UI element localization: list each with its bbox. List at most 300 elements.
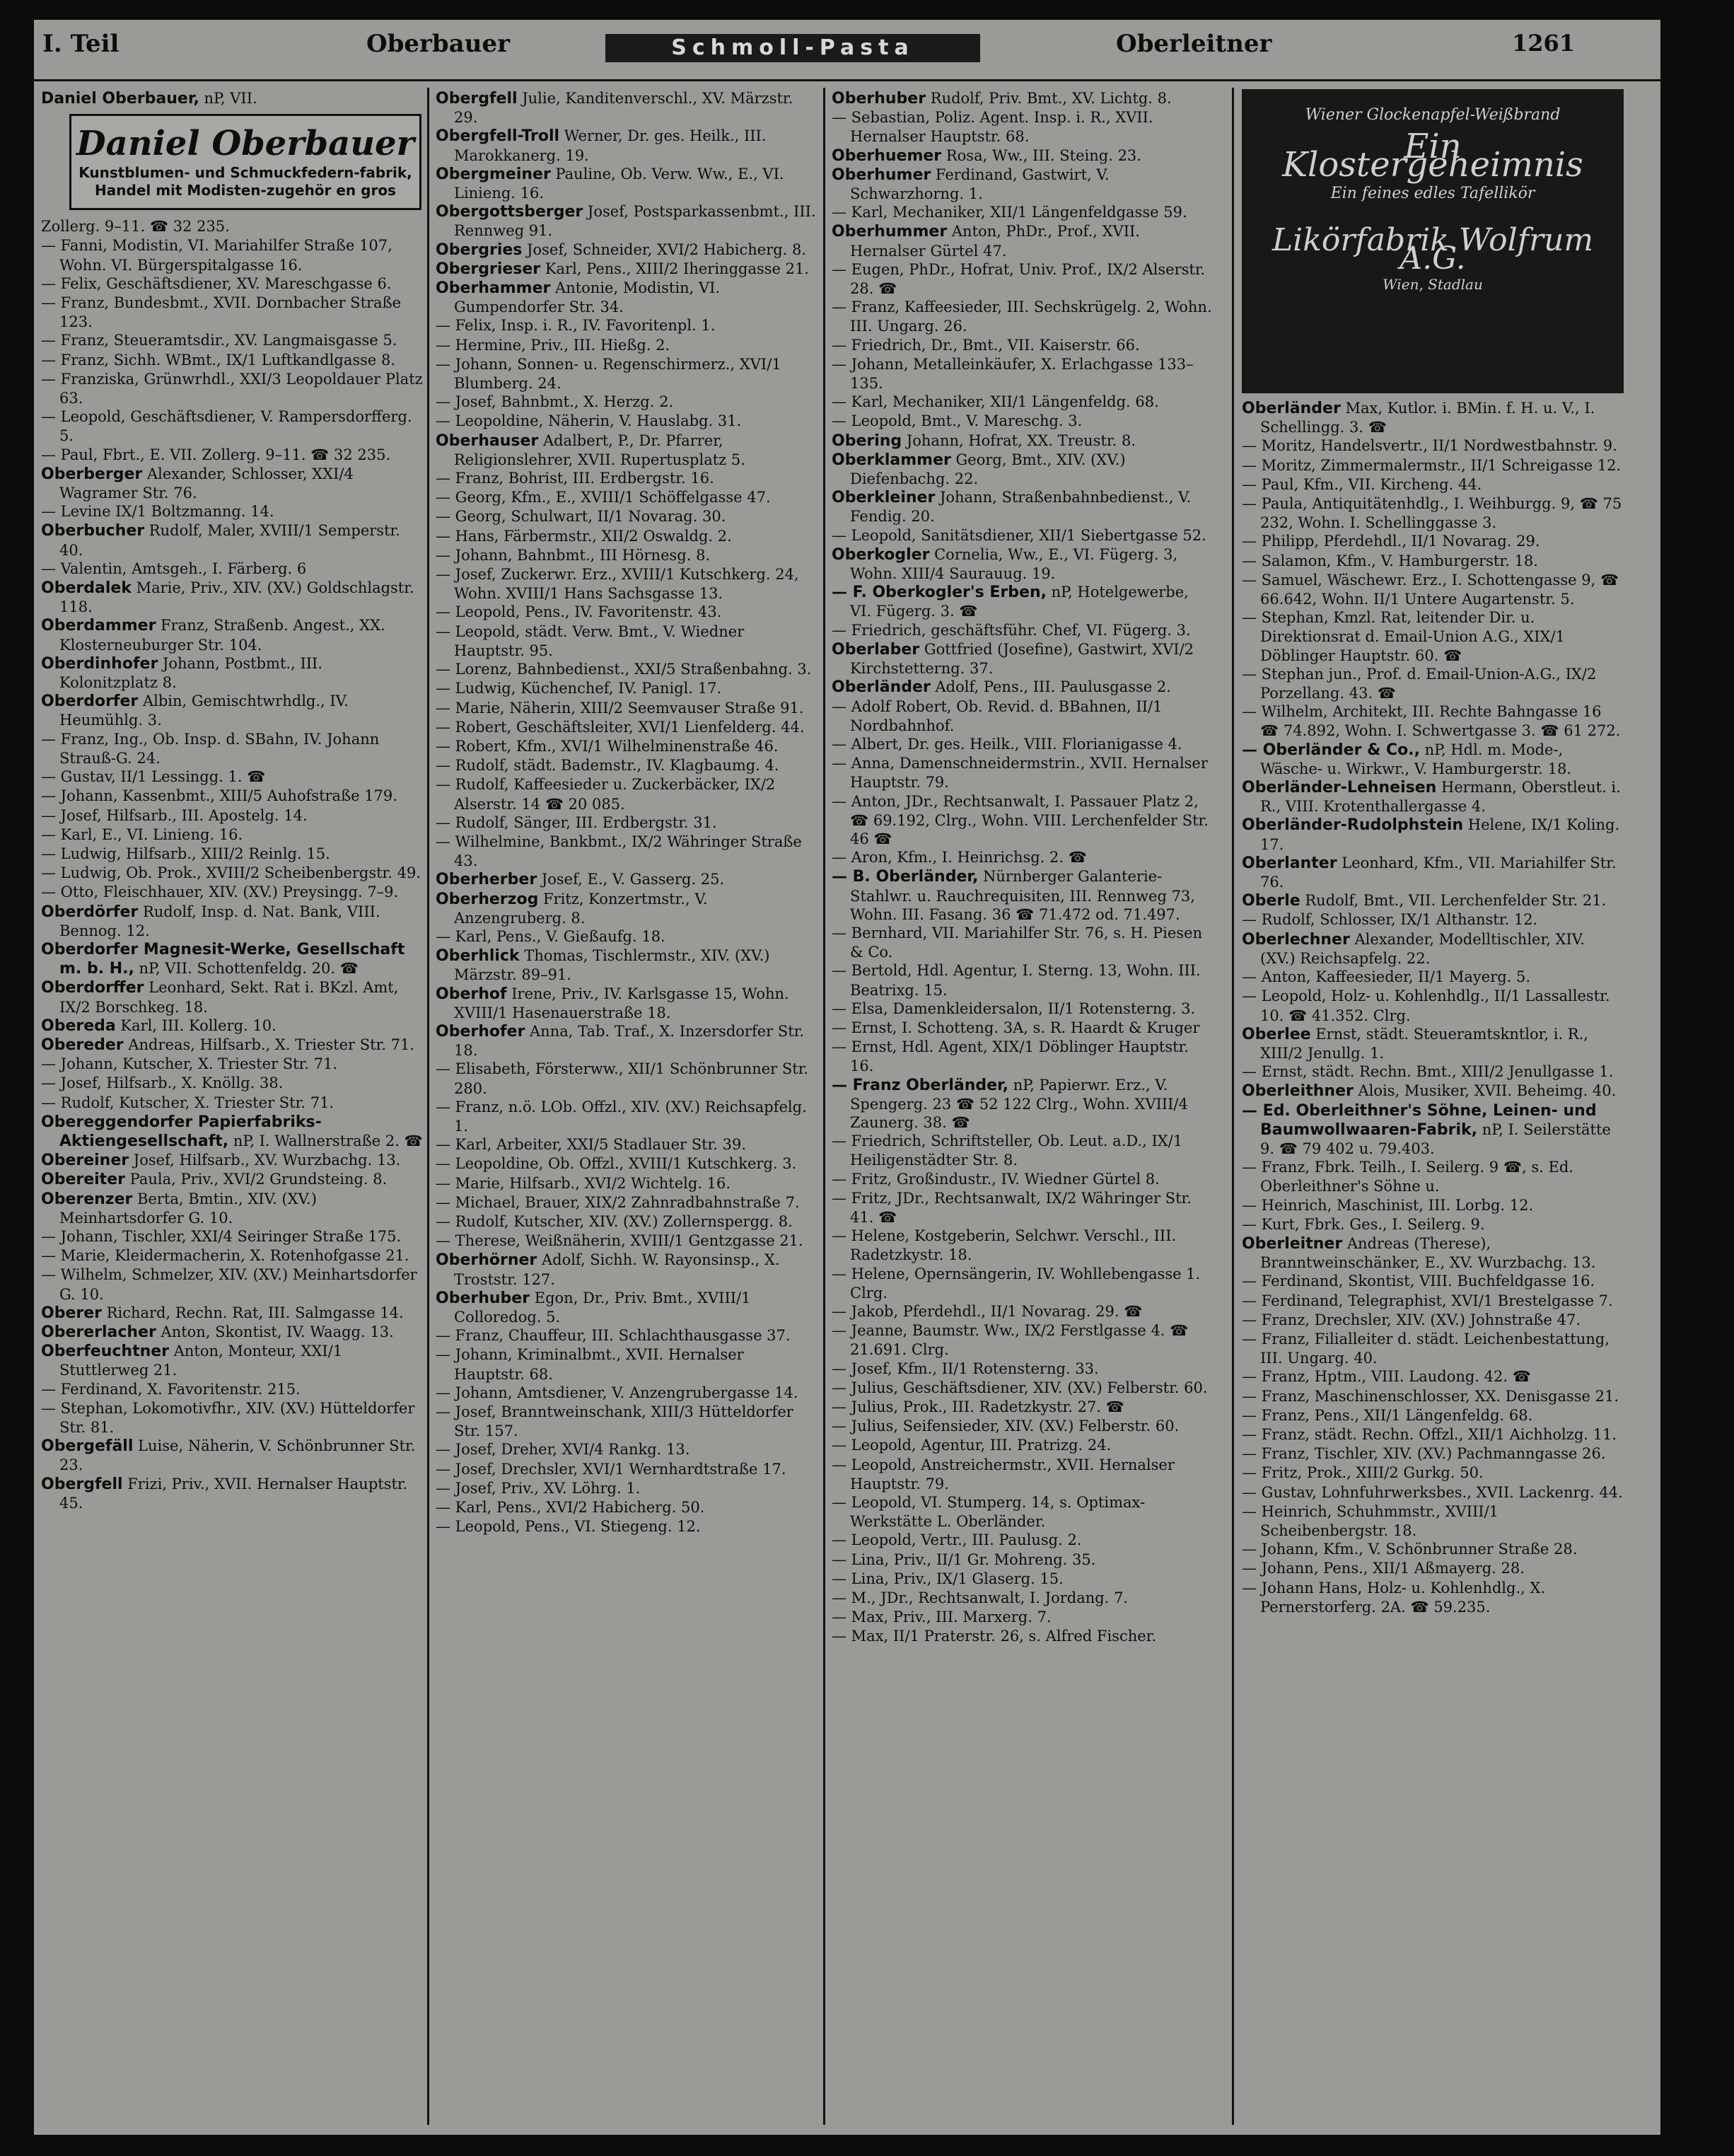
entry-details: Andreas, Hilfsarb., X. Triester Str. 71. bbox=[123, 1036, 415, 1053]
entry-details: Franz, Straßenb. Angest., XX. Klosterneuburger Str. 104. bbox=[59, 617, 385, 654]
entry-details: — Johann, Pens., XII/1 Aßmayerg. 28. bbox=[1242, 1560, 1525, 1577]
entry-details: — Salamon, Kfm., V. Hamburgerstr. 18. bbox=[1242, 552, 1538, 569]
directory-entry bbox=[436, 890, 817, 927]
entry-details: Alexander, Schlosser, XXI/4 Wagramer Str. 76. bbox=[59, 465, 354, 502]
entry-details: Johann, Straßenbahnbedienst., V. Fendig. 20. bbox=[850, 489, 1192, 526]
directory-entry bbox=[436, 469, 817, 488]
entry-details: — Fritz, JDr., Rechtsanwalt, IX/2 Währinger Str. 41. ☎ bbox=[832, 1189, 1192, 1226]
directory-entry bbox=[1242, 1502, 1624, 1540]
advertising-banner: Schmoll-Pasta bbox=[605, 34, 980, 62]
entry-details: Karl, Pens., XIII/2 Iheringgasse 21. bbox=[540, 260, 810, 277]
directory-entry bbox=[832, 336, 1214, 355]
directory-entry bbox=[1242, 1579, 1624, 1616]
column-2 bbox=[436, 89, 817, 2126]
entry-details: — Ferdinand, Telegraphist, XVI/1 Brestelgasse 7. bbox=[1242, 1292, 1613, 1309]
directory-entry bbox=[832, 1417, 1214, 1436]
entry-details: Josef, Schneider, XVI/2 Habicherg. 8. bbox=[522, 240, 807, 258]
directory-entry bbox=[41, 767, 423, 787]
directory-entry bbox=[436, 1231, 817, 1251]
entry-details: — Josef, Drechsler, XVI/1 Wernhardtstraße 17. bbox=[436, 1460, 786, 1478]
entry-details: Rudolf, Maler, XVIII/1 Semperstr. 40. bbox=[59, 522, 400, 559]
directory-entry bbox=[832, 222, 1214, 260]
entry-details: Richard, Rechn. Rat, III. Salmgasse 14. bbox=[102, 1304, 404, 1321]
entry-name: Obering bbox=[832, 431, 902, 450]
entry-details: — Philipp, Pferdehdl., II/1 Novarag. 29. bbox=[1242, 533, 1540, 550]
directory-entry bbox=[41, 845, 423, 864]
directory-entry bbox=[832, 89, 1214, 108]
entry-details: — Franz, Chauffeur, III. Schlachthausgasse 37. bbox=[436, 1327, 791, 1345]
directory-entry bbox=[436, 240, 817, 260]
directory-entry bbox=[436, 260, 817, 279]
entry-name: Obergfell bbox=[41, 1475, 123, 1493]
entry-details: — Rudolf, Kutscher, X. Triester Str. 71. bbox=[41, 1094, 334, 1111]
entry-details: Anton, Monteur, XXI/1 Stuttlerweg 21. bbox=[59, 1343, 343, 1379]
entry-details: — Leopold, Geschäftsdiener, V. Rampersdorfferg. 5. bbox=[41, 408, 412, 445]
entry-details: Albin, Gemischtwrhdlg., IV. Heumühlg. 3. bbox=[59, 692, 349, 729]
directory-entry bbox=[1242, 1406, 1624, 1425]
entry-name: Oberhuber bbox=[436, 1289, 530, 1307]
directory-entry bbox=[832, 1379, 1214, 1398]
entry-details: Georg, Bmt., XIV. (XV.) Diefenbachg. 22. bbox=[850, 451, 1126, 488]
entry-details: — Josef, Dreher, XVI/4 Rankg. 13. bbox=[436, 1441, 690, 1459]
directory-entry bbox=[1242, 475, 1624, 494]
entry-name: Obergrieser bbox=[436, 260, 541, 278]
directory-entry bbox=[832, 999, 1214, 1019]
directory-entry bbox=[436, 737, 817, 756]
entry-details: — Jakob, Pferdehdl., II/1 Novarag. 29. ☎ bbox=[832, 1303, 1143, 1320]
entry-details: Adalbert, P., Dr. Pfarrer, Religionslehrer, XVII. Rupertusplatz 5. bbox=[454, 431, 745, 468]
entry-name: Oberhlick bbox=[436, 947, 520, 966]
entry-details: — Franz, n.ö. LOb. Offzl., XIV. (XV.) Reichsapfelg. 1. bbox=[436, 1098, 807, 1135]
directory-entry bbox=[832, 961, 1214, 999]
entry-name: Oberer bbox=[41, 1304, 102, 1322]
entry-details: — Johann, Metalleinkäufer, X. Erlachgasse 133–135. bbox=[832, 355, 1194, 393]
directory-entry bbox=[832, 412, 1214, 431]
directory-entry bbox=[436, 565, 817, 603]
directory-entry bbox=[436, 1098, 817, 1135]
entry-name: Oberkleiner bbox=[832, 489, 936, 507]
entry-details: — Leopold, Pens., VI. Stiegeng. 12. bbox=[436, 1518, 701, 1536]
entry-details: — Franz, Steueramtsdir., XV. Langmaisgasse 5. bbox=[41, 332, 397, 349]
entry-details: — Leopold, VI. Stumperg. 14, s. Optimax-Werkstätte L. Oberländer. bbox=[832, 1494, 1146, 1531]
directory-entry bbox=[41, 864, 423, 883]
directory-entry bbox=[41, 1113, 423, 1151]
directory-entry bbox=[832, 355, 1214, 393]
entry-details: — Johann, Sonnen- u. Regenschirmerz., XVI/1 Blumberg. 24. bbox=[436, 355, 781, 393]
directory-entry bbox=[832, 1302, 1214, 1321]
entry-details: — Ludwig, Ob. Prok., XVIII/2 Scheibenbergstr. 49. bbox=[41, 864, 421, 882]
entry-details: Johann, Postbmt., III. Kolonitzplatz 8. bbox=[59, 654, 322, 692]
directory-entry bbox=[832, 1398, 1214, 1417]
entry-details: — Elsa, Damenkleidersalon, II/1 Rotensterng. 3. bbox=[832, 999, 1196, 1017]
directory-entry bbox=[1242, 399, 1624, 436]
entry-details: — Rudolf, Kaffeesieder u. Zuckerbäcker, IX/2 Alserstr. 14 ☎ 20 085. bbox=[436, 776, 776, 813]
entry-details: — Hermine, Priv., III. Hießg. 2. bbox=[436, 336, 670, 354]
entry-details: Luise, Näherin, V. Schönbrunner Str. 23. bbox=[59, 1437, 416, 1474]
directory-entry bbox=[1242, 494, 1624, 532]
directory-entry bbox=[1242, 1367, 1624, 1386]
directory-entry bbox=[832, 1170, 1214, 1189]
entry-details: Marie, Priv., XIV. (XV.) Goldschlagstr. 118. bbox=[59, 579, 414, 616]
entry-details: — Josef, Zuckerwr. Erz., XVIII/1 Kutschkerg. 24, Wohn. XVIII/1 Hans Sachsgasse 13. bbox=[436, 566, 799, 603]
entry-details: — Franz, Drechsler, XIV. (XV.) Johnstraße 47. bbox=[1242, 1311, 1581, 1328]
entry-details: — Leopold, Holz- u. Kohlenhdlg., II/1 Lassallestr. 10. ☎ 41.352. Clrg. bbox=[1242, 987, 1610, 1024]
entry-name: — B. Oberländer, bbox=[832, 868, 979, 886]
directory-entry bbox=[832, 1436, 1214, 1455]
directory-entry bbox=[41, 217, 423, 236]
directory-entry bbox=[832, 451, 1214, 488]
directory-entry bbox=[436, 355, 817, 393]
entry-name: — Oberländer & Co., bbox=[1242, 741, 1420, 759]
entry-details: — Friedrich, Dr., Bmt., VII. Kaiserstr. 66. bbox=[832, 336, 1140, 354]
directory-entry bbox=[832, 1608, 1214, 1627]
entry-details: — Max, II/1 Praterstr. 26, s. Alfred Fischer. bbox=[832, 1628, 1157, 1645]
entry-details: — Marie, Hilfsarb., XVI/2 Wichtelg. 16. bbox=[436, 1174, 731, 1192]
entry-details: — Karl, Pens., XVI/2 Habicherg. 50. bbox=[436, 1499, 705, 1517]
entry-details: — Leopold, Sanitätsdiener, XII/1 Siebertgasse 52. bbox=[832, 526, 1206, 544]
entry-details: Adolf, Pens., III. Paulusgasse 2. bbox=[930, 678, 1171, 696]
entry-name: Oberdorfer bbox=[41, 692, 139, 711]
entry-details: — Franziska, Grünwrhdl., XXI/3 Leopoldauer Platz 63. bbox=[41, 370, 423, 407]
directory-entry bbox=[832, 1265, 1214, 1302]
entry-name: Oberländer-Rudolphstein bbox=[1242, 816, 1464, 835]
directory-entry bbox=[1242, 1464, 1624, 1483]
entry-name: Oberherber bbox=[436, 871, 537, 889]
directory-entry bbox=[436, 1193, 817, 1212]
directory-entry bbox=[41, 579, 423, 616]
entry-details: — Franz, Hptm., VIII. Laudong. 42. ☎ bbox=[1242, 1368, 1531, 1386]
ad-location: Wien, Stadlau bbox=[1383, 276, 1483, 294]
entry-details: — Helene, Kostgeberin, Selchwr. Verschl., III. Radetzkystr. 18. bbox=[832, 1227, 1177, 1264]
entry-name: Obergries bbox=[436, 240, 523, 259]
entry-name: Oberländer bbox=[832, 678, 931, 697]
entry-details: — Paula, Antiquitätenhdlg., I. Weihburgg. 9, ☎ 75 232, Wohn. I. Schellinggasse 3. bbox=[1242, 495, 1622, 532]
entry-details: — Adolf Robert, Ob. Revid. d. BBahnen, II/1 Nordbahnhof. bbox=[832, 697, 1163, 734]
directory-entry bbox=[1242, 1101, 1624, 1159]
entry-details: — Josef, Priv., XV. Löhrg. 1. bbox=[436, 1479, 641, 1497]
entry-details: Anna, Tab. Traf., X. Inzersdorfer Str. 18. bbox=[454, 1022, 805, 1060]
directory-entry bbox=[832, 1570, 1214, 1589]
entry-details: Alexander, Modelltischler, XIV. (XV.) Reichsapfelg. 22. bbox=[1260, 930, 1585, 967]
entry-details: Ernst, städt. Steueramtskntlor, i. R., XIII/2 Jenullg. 1. bbox=[1260, 1025, 1588, 1062]
directory-entry bbox=[832, 1493, 1214, 1531]
entry-details: Leonhard, Sekt. Rat i. BKzl. Amt, IX/2 Borschkeg. 18. bbox=[59, 979, 399, 1016]
entry-details: — Leopold, Vertr., III. Paulusg. 2. bbox=[832, 1531, 1082, 1549]
entry-details: — Stephan, Lokomotivfhr., XIV. (XV.) Hütteldorfer Str. 81. bbox=[41, 1399, 415, 1436]
directory-entry bbox=[41, 787, 423, 806]
directory-entry bbox=[832, 393, 1214, 412]
directory-entry bbox=[41, 1475, 423, 1512]
entry-details: — Paul, Fbrt., E. VII. Zollerg. 9–11. ☎ 32 235. bbox=[41, 446, 391, 463]
directory-entry bbox=[1242, 1292, 1624, 1311]
entry-details: — Hans, Färbermstr., XII/2 Oswaldg. 2. bbox=[436, 527, 732, 545]
entry-details: Johann, Hofrat, XX. Treustr. 8. bbox=[902, 431, 1136, 449]
entry-details: Josef, E., V. Gasserg. 25. bbox=[537, 871, 725, 888]
directory-entry bbox=[832, 678, 1214, 697]
entry-details: — Anna, Damenschneidermstrin., XVII. Hernalser Hauptstr. 79. bbox=[832, 755, 1208, 792]
directory-entry bbox=[41, 1074, 423, 1093]
entry-name: Oberhauser bbox=[436, 431, 539, 450]
directory-entry bbox=[41, 883, 423, 902]
entry-details: — Franz, Kaffeesieder, III. Sechskrügelg. 2, Wohn. III. Ungarg. 26. bbox=[832, 299, 1212, 335]
entry-details: Julie, Kanditenverschl., XV. Märzstr. 29. bbox=[454, 90, 793, 127]
directory-entry bbox=[832, 1360, 1214, 1379]
directory-entry bbox=[436, 718, 817, 737]
directory-entry bbox=[1242, 1425, 1624, 1444]
directory-entry bbox=[436, 1384, 817, 1403]
directory-entry bbox=[436, 1517, 817, 1536]
entry-details: — Fanni, Modistin, VI. Mariahilfer Straße 107, Wohn. VI. Bürgerspitalgasse 16. bbox=[41, 237, 392, 274]
entry-details: — Aron, Kfm., I. Heinrichsg. 2. ☎ bbox=[832, 849, 1087, 867]
entry-details: Gottfried (Josefine), Gastwirt, XVI/2 Kirchstetterng. 37. bbox=[850, 640, 1194, 678]
directory-entry bbox=[436, 1022, 817, 1060]
directory-entry bbox=[832, 754, 1214, 792]
entry-details: Ferdinand, Gastwirt, V. Schwarzhorng. 1. bbox=[850, 166, 1110, 203]
directory-entry bbox=[1242, 1483, 1624, 1502]
page-number: 1261 bbox=[1512, 30, 1576, 57]
entry-details: Fritz, Konzertmstr., V. Anzengruberg. 8. bbox=[454, 890, 708, 927]
directory-entry bbox=[41, 806, 423, 825]
entry-details: — Jeanne, Baumstr. Ww., IX/2 Ferstlgasse 4. ☎ 21.691. Clrg. bbox=[832, 1322, 1189, 1359]
directory-entry bbox=[1242, 702, 1624, 740]
directory-entry bbox=[436, 1479, 817, 1498]
entry-details: — Fritz, Prok., XIII/2 Gurkg. 50. bbox=[1242, 1464, 1484, 1482]
entry-details: Rudolf, Bmt., VII. Lerchenfelder Str. 21. bbox=[1300, 892, 1607, 910]
directory-entry bbox=[436, 699, 817, 718]
column-divider bbox=[1232, 88, 1234, 2125]
ad-title: Daniel Oberbauer bbox=[76, 124, 414, 164]
entry-details: — Ernst, I. Schotteng. 3A, s. R. Haardt & Kruger bbox=[832, 1019, 1200, 1036]
directory-entry bbox=[436, 393, 817, 412]
directory-entry bbox=[1242, 778, 1624, 816]
directory-entry bbox=[41, 1437, 423, 1474]
ad-daniel-oberbauer bbox=[69, 114, 421, 210]
entry-details: — Felix, Insp. i. R., IV. Favoritenpl. 1. bbox=[436, 317, 716, 335]
entry-details: — Marie, Näherin, XIII/2 Seemvauser Straße 91. bbox=[436, 699, 804, 717]
directory-entry bbox=[41, 1016, 423, 1036]
entry-details: — Franz, Bundesbmt., XVII. Dornbacher Straße 123. bbox=[41, 294, 402, 331]
entry-details: — Stephan, Kmzl. Rat, leitender Dir. u. Direktionsrat d. Email-Union A.G., XIX/1 Döblinger Hauptstr. 60. ☎ bbox=[1242, 609, 1565, 664]
directory-entry bbox=[1242, 552, 1624, 571]
entry-details: — Wilhelm, Schmelzer, XIV. (XV.) Meinhartsdorfer G. 10. bbox=[41, 1266, 417, 1303]
directory-entry bbox=[436, 546, 817, 565]
ad-text: Kunstblumen- und Schmuckfedern-fabrik, Handel mit Modisten-zugehör en gros bbox=[78, 164, 412, 199]
directory-entry bbox=[41, 1246, 423, 1265]
directory-entry bbox=[832, 1189, 1214, 1227]
directory-entry bbox=[1242, 1387, 1624, 1406]
entry-details: Anton, PhDr., Prof., XVII. Hernalser Gürtel 47. bbox=[850, 223, 1140, 260]
entry-details: — Kurt, Fbrk. Ges., I. Seilerg. 9. bbox=[1242, 1215, 1485, 1233]
directory-entry bbox=[436, 412, 817, 431]
header-rule bbox=[34, 79, 1660, 81]
directory-page bbox=[34, 20, 1660, 2135]
directory-entry bbox=[832, 848, 1214, 867]
directory-entry bbox=[832, 260, 1214, 298]
directory-entry bbox=[436, 833, 817, 870]
directory-entry bbox=[832, 108, 1214, 146]
entry-details: — Gustav, II/1 Lessingg. 1. ☎ bbox=[41, 768, 266, 786]
directory-entry bbox=[436, 336, 817, 355]
entry-details: — Lorenz, Bahnbedienst., XXI/5 Straßenbahng. 3. bbox=[436, 661, 812, 678]
directory-entry bbox=[1242, 816, 1624, 853]
entry-details: — Moritz, Zimmermalermstr., II/1 Schreigasse 12. bbox=[1242, 456, 1622, 474]
directory-entry bbox=[436, 127, 817, 164]
entry-details: — Felix, Geschäftsdiener, XV. Mareschgasse 6. bbox=[41, 274, 392, 292]
directory-entry bbox=[1242, 1082, 1624, 1101]
entry-details: — Fritz, Großindustr., IV. Wiedner Gürtel 8. bbox=[832, 1170, 1160, 1188]
entry-details: Helene, IX/1 Koling. 17. bbox=[1260, 816, 1620, 853]
entry-details: — Rudolf, Kutscher, XIV. (XV.) Zollernspergg. 8. bbox=[436, 1212, 793, 1230]
entry-name: Oberenzer bbox=[41, 1190, 133, 1208]
directory-entry bbox=[436, 165, 817, 202]
directory-entry bbox=[832, 166, 1214, 203]
entry-details: — Friedrich, Schriftsteller, Ob. Leut. a.D., IX/1 Heiligenstädter Str. 8. bbox=[832, 1132, 1183, 1169]
entry-details: Paula, Priv., XVI/2 Grundsteing. 8. bbox=[124, 1171, 388, 1188]
directory-entry bbox=[436, 527, 817, 546]
entry-name: — Franz Oberländer, bbox=[832, 1076, 1009, 1094]
running-head-left: Oberbauer bbox=[366, 30, 511, 58]
directory-entry bbox=[436, 603, 817, 622]
directory-entry bbox=[41, 446, 423, 465]
entry-details: — Rudolf, Sänger, III. Erdbergstr. 31. bbox=[436, 813, 717, 831]
directory-entry bbox=[436, 1135, 817, 1154]
directory-entry bbox=[41, 1151, 423, 1170]
entry-name: Oberbucher bbox=[41, 522, 145, 540]
entry-details: — Paul, Kfm., VII. Kircheng. 44. bbox=[1242, 475, 1482, 493]
directory-entry bbox=[1242, 930, 1624, 968]
directory-entry bbox=[41, 654, 423, 692]
directory-entry bbox=[1242, 436, 1624, 456]
directory-entry bbox=[832, 735, 1214, 754]
entry-details: Cornelia, Ww., E., VI. Fügerg. 3, Wohn. XIII/4 Saurauug. 19. bbox=[850, 545, 1178, 583]
entry-details: — Ludwig, Küchenchef, IV. Panigl. 17. bbox=[436, 680, 722, 697]
directory-entry bbox=[1242, 1234, 1624, 1272]
entry-details: — Johann, Tischler, XXI/4 Seiringer Straße 175. bbox=[41, 1227, 402, 1245]
directory-entry bbox=[41, 502, 423, 521]
entry-name: Oberfeuchtner bbox=[41, 1343, 170, 1361]
directory-entry bbox=[41, 940, 423, 978]
entry-details: Rudolf, Insp. d. Nat. Bank, VIII. Bennog. 12. bbox=[59, 903, 380, 939]
ad-company: Likörfabrik Wolfrum A.G. bbox=[1272, 221, 1594, 277]
entry-details: — Josef, Branntweinschank, XIII/3 Hütteldorfer Str. 157. bbox=[436, 1403, 793, 1440]
directory-entry bbox=[41, 1036, 423, 1055]
entry-name: Oberhuemer bbox=[832, 146, 942, 165]
directory-entry bbox=[41, 521, 423, 559]
entry-details: — Heinrich, Maschinist, III. Lorbg. 12. bbox=[1242, 1196, 1534, 1214]
directory-entry bbox=[832, 1019, 1214, 1038]
entry-details: — M., JDr., Rechtsanwalt, I. Jordang. 7. bbox=[832, 1589, 1129, 1607]
entry-details: — Leopoldine, Ob. Offzl., XVIII/1 Kutschkerg. 3. bbox=[436, 1155, 797, 1173]
directory-entry bbox=[41, 825, 423, 845]
directory-entry bbox=[436, 813, 817, 833]
directory-entry bbox=[436, 1498, 817, 1517]
entry-details: Anton, Skontist, IV. Waagg. 13. bbox=[156, 1323, 394, 1340]
entry-details: — Leopold, Anstreichermstr., XVII. Hernalser Hauptstr. 79. bbox=[832, 1456, 1175, 1493]
directory-entry bbox=[436, 202, 817, 240]
directory-entry bbox=[832, 1227, 1214, 1264]
directory-entry bbox=[41, 1227, 423, 1246]
entry-name: Oberlechner bbox=[1242, 930, 1350, 949]
directory-entry bbox=[41, 407, 423, 445]
directory-entry bbox=[436, 316, 817, 335]
directory-entry bbox=[436, 1060, 817, 1097]
entry-details: Hermann, Oberstleut. i. R., VIII. Krotenthallergasse 4. bbox=[1260, 779, 1621, 816]
lead-entry: Daniel Oberbauer, nP, VII. bbox=[41, 90, 257, 108]
directory-entry bbox=[832, 867, 1214, 924]
entry-details: Rosa, Ww., III. Steing. 23. bbox=[941, 146, 1141, 164]
directory-entry bbox=[41, 560, 423, 579]
entry-details: — Stephan jun., Prof. d. Email-Union-A.G., IX/2 Porzellang. 43. ☎ bbox=[1242, 665, 1597, 702]
entry-details: Max, Kutlor. i. BMin. f. H. u. V., I. Schellingg. 3. ☎ bbox=[1260, 400, 1595, 436]
directory-entry bbox=[832, 697, 1214, 735]
directory-entry bbox=[1242, 987, 1624, 1024]
entry-details: — Sebastian, Poliz. Agent. Insp. i. R., XVII. Hernalser Hauptstr. 68. bbox=[832, 109, 1153, 146]
entry-name: Oberlaber bbox=[832, 640, 920, 659]
entry-details: — Ferdinand, X. Favoritenstr. 215. bbox=[41, 1380, 301, 1398]
entry-details: — Julius, Seifensieder, XIV. (XV.) Felberstr. 60. bbox=[832, 1418, 1180, 1435]
column-divider bbox=[823, 88, 825, 2125]
directory-entry bbox=[1242, 1540, 1624, 1559]
ad-line: Wiener Glockenapfel-Weißbrand bbox=[1305, 106, 1561, 124]
directory-entry bbox=[41, 1055, 423, 1074]
column-4 bbox=[1242, 89, 1624, 2126]
directory-entry bbox=[41, 1170, 423, 1189]
entry-details: — Josef, Kfm., II/1 Rotensterng. 33. bbox=[832, 1360, 1099, 1377]
directory-entry bbox=[1242, 741, 1624, 778]
entry-details: — Johann, Kriminalbmt., XVII. Hernalser Hauptstr. 68. bbox=[436, 1346, 744, 1383]
entry-details: — Josef, Hilfsarb., III. Apostelg. 14. bbox=[41, 806, 308, 824]
entry-name: Obergmeiner bbox=[436, 165, 551, 183]
entry-details: — Anton, JDr., Rechtsanwalt, I. Passauer Platz 2, ☎ 69.192, Clrg., Wohn. VIII. Lerchenfelder Str. 46 ☎ bbox=[832, 792, 1209, 847]
directory-entry bbox=[1242, 854, 1624, 891]
directory-entry bbox=[436, 1212, 817, 1231]
directory-entry bbox=[832, 146, 1214, 166]
directory-entry bbox=[1242, 571, 1624, 608]
directory-entry bbox=[832, 621, 1214, 640]
directory-entry bbox=[41, 331, 423, 350]
directory-entry bbox=[832, 924, 1214, 961]
entry-details: Werner, Dr. ges. Heilk., III. Marokkanerg. 19. bbox=[454, 127, 767, 164]
directory-entry bbox=[436, 1289, 817, 1326]
entry-details: Andreas (Therese), Branntweinschänker, E., XV. Wurzbachg. 13. bbox=[1260, 1234, 1596, 1272]
directory-entry bbox=[436, 756, 817, 775]
entry-name: Oberhuber bbox=[832, 90, 926, 108]
directory-entry bbox=[436, 927, 817, 946]
entry-details: — Ernst, städt. Rechn. Bmt., XIII/2 Jenullgasse 1. bbox=[1242, 1063, 1614, 1081]
entry-details: — Johann, Amtsdiener, V. Anzengrubergasse 14. bbox=[436, 1384, 798, 1401]
entry-name: Oberhumer bbox=[832, 166, 931, 184]
entry-details: Rudolf, Priv. Bmt., XV. Lichtg. 8. bbox=[926, 90, 1172, 107]
directory-entry bbox=[41, 465, 423, 502]
directory-entry bbox=[436, 1154, 817, 1173]
entry-details: — Eugen, PhDr., Hofrat, Univ. Prof., IX/2 Alserstr. 28. ☎ bbox=[832, 260, 1206, 298]
directory-entry bbox=[41, 1399, 423, 1437]
directory-entry bbox=[436, 985, 817, 1022]
directory-entry bbox=[436, 279, 817, 316]
entry-details: — Moritz, Handelsvertr., II/1 Nordwestbahnstr. 9. bbox=[1242, 437, 1617, 455]
directory-entry bbox=[1242, 1215, 1624, 1234]
entry-name: Obergfell-Troll bbox=[436, 127, 560, 146]
entry-name: Obergfell bbox=[436, 90, 518, 108]
entry-name: — F. Oberkogler's Erben, bbox=[832, 584, 1047, 602]
directory-entry bbox=[832, 1531, 1214, 1550]
entry-name: Obergottsberger bbox=[436, 203, 583, 221]
entry-details: — Karl, E., VI. Linieng. 16. bbox=[41, 825, 243, 843]
entry-details: — Max, Priv., III. Marxerg. 7. bbox=[832, 1609, 1052, 1626]
directory-entry bbox=[41, 616, 423, 654]
entry-name: Oberherzog bbox=[436, 890, 539, 908]
entry-details: — Karl, Arbeiter, XXI/5 Stadlauer Str. 39. bbox=[436, 1136, 747, 1154]
